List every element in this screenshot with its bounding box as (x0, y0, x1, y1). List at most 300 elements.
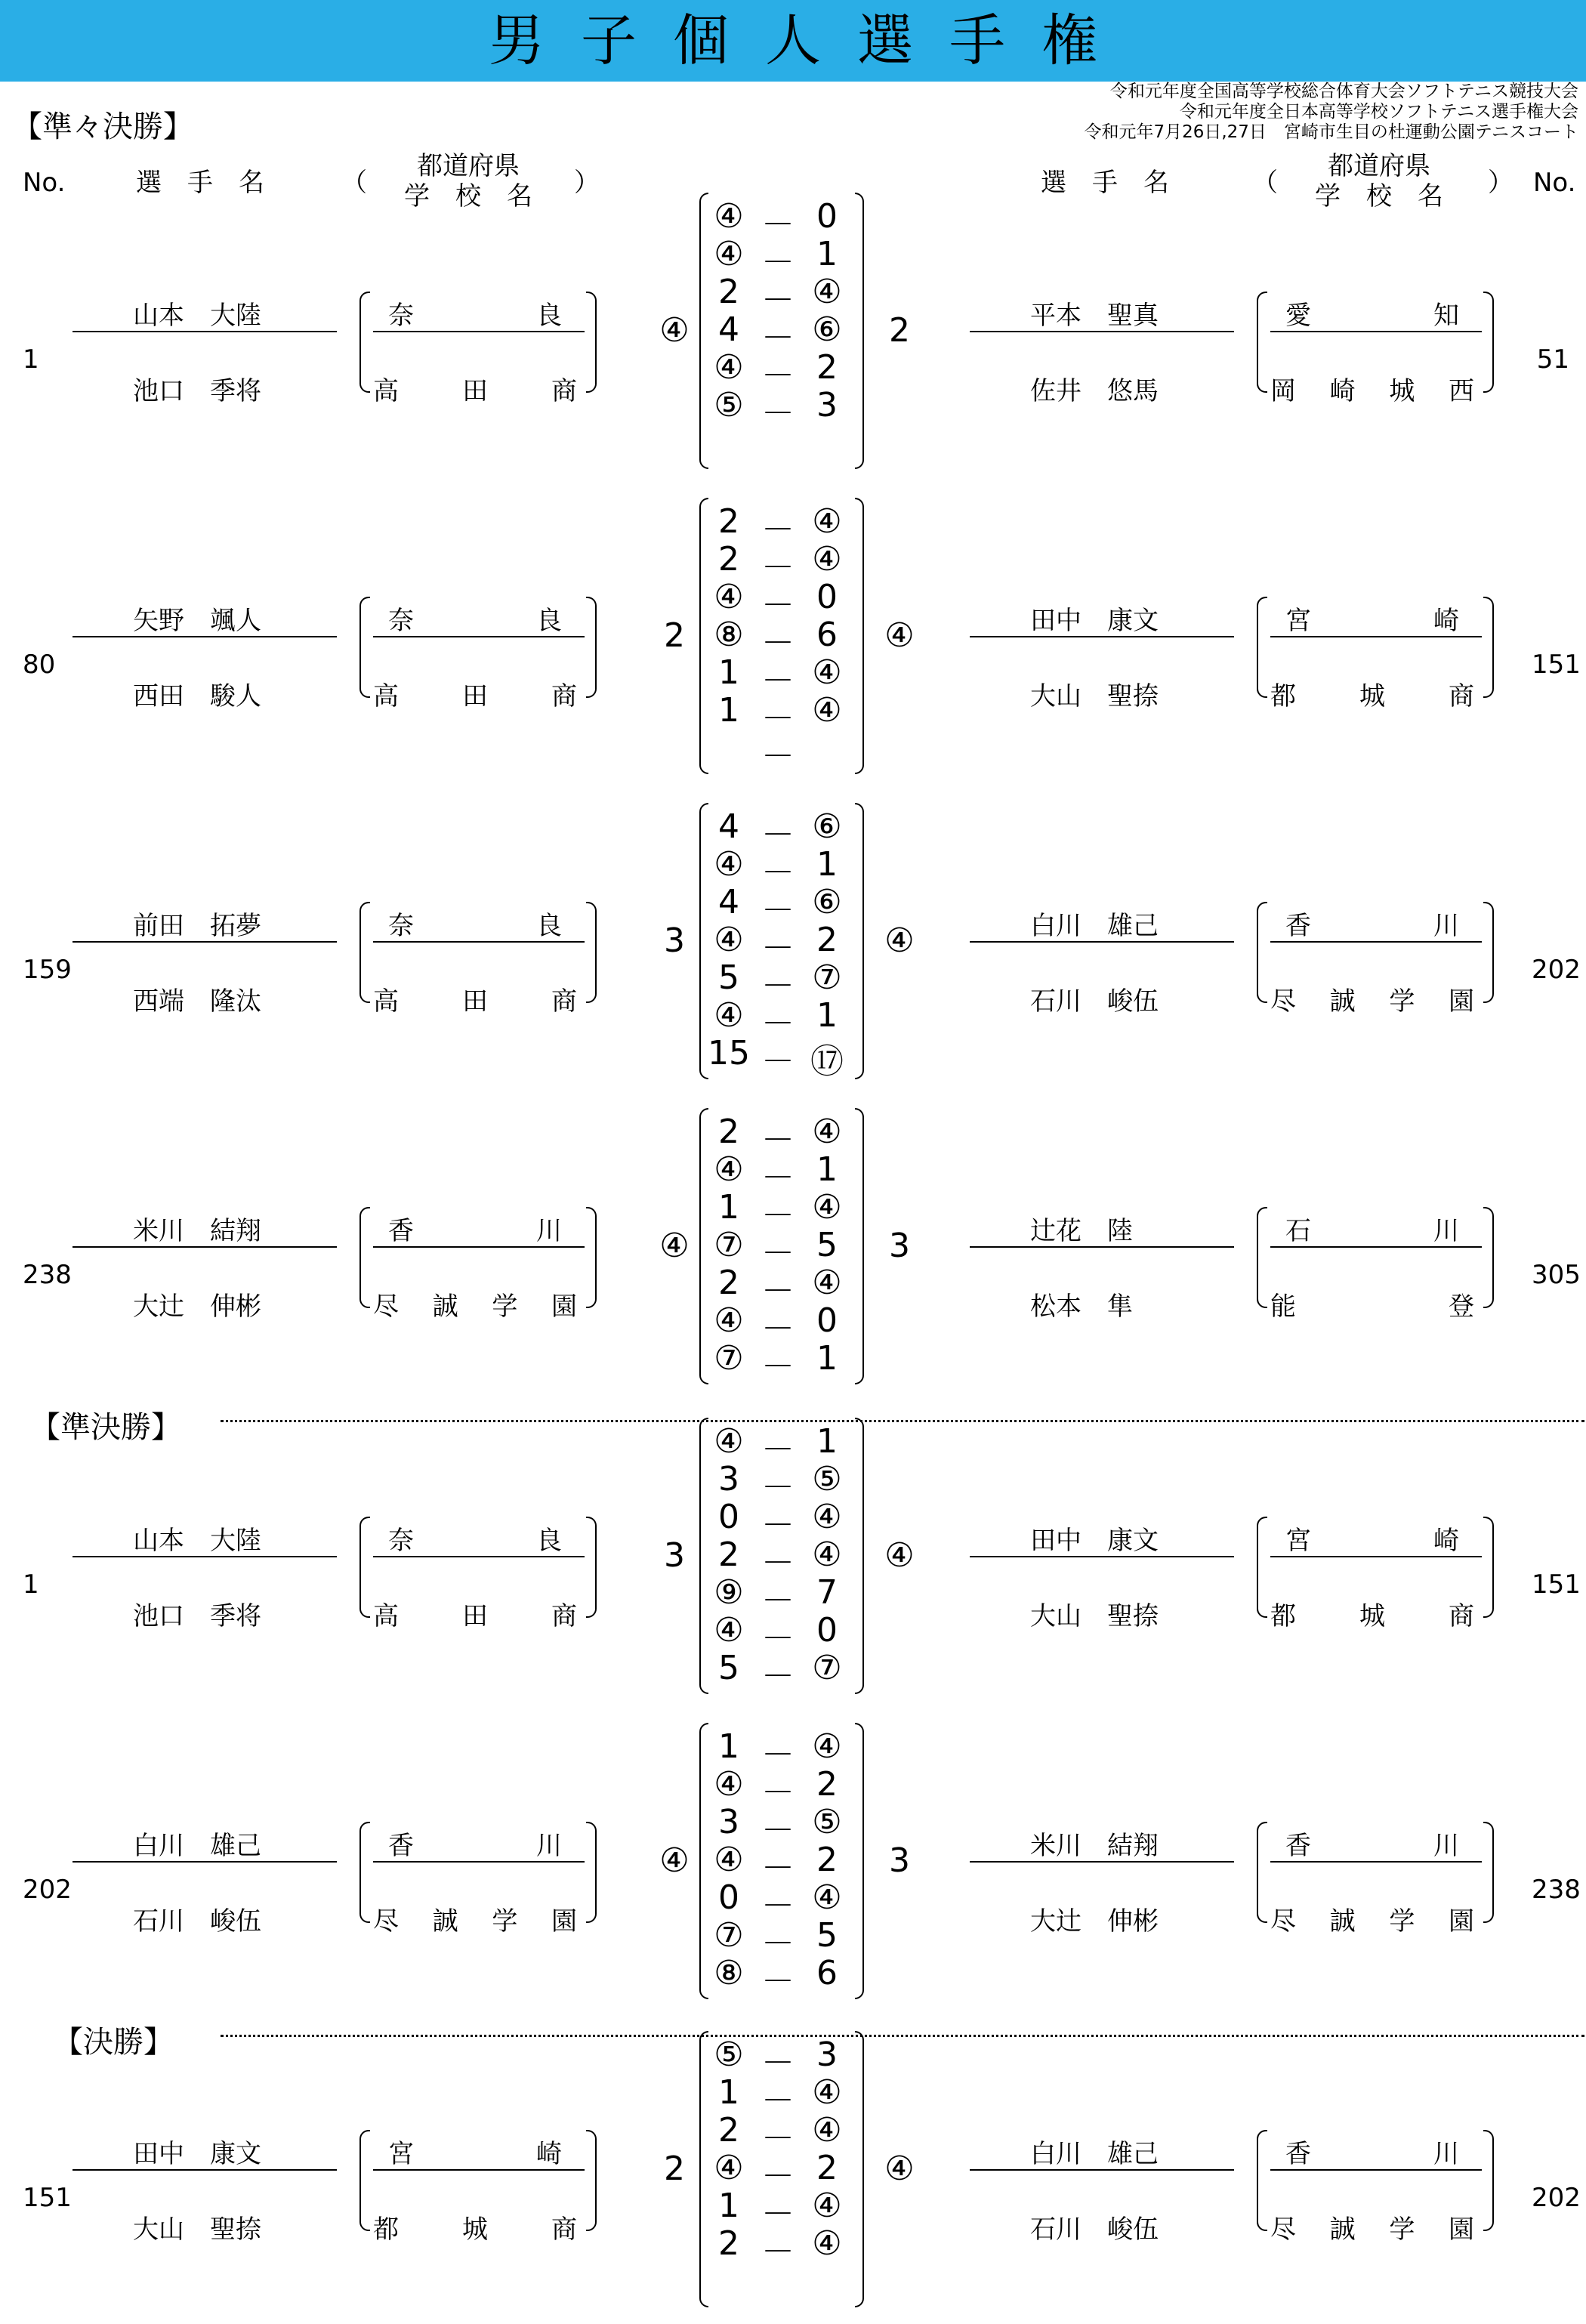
name-divider (970, 636, 1234, 637)
name-divider (73, 941, 337, 943)
school-name (373, 1595, 577, 1632)
school-name (373, 2208, 577, 2245)
game-dash: － (761, 1005, 795, 1043)
game-right-score: ④ (812, 1188, 842, 1227)
school-name (1270, 1900, 1474, 1937)
player-name: 田中 康文 (133, 2139, 261, 2169)
game-row (702, 653, 853, 700)
pref-divider (373, 1861, 585, 1863)
player-name: 西端 隆汰 (133, 986, 261, 1017)
game-left-score: ④ (714, 996, 744, 1035)
game-dash: － (761, 319, 795, 357)
game-row (702, 2073, 853, 2120)
prefecture (1278, 1825, 1467, 1862)
prefecture-char: 奈 (388, 911, 414, 941)
game-right-score: 0 (816, 1301, 838, 1340)
game-row (702, 2224, 853, 2271)
game-row (702, 1034, 853, 1081)
pref-divider (373, 636, 585, 637)
game-row (702, 1765, 853, 1812)
game-row (702, 729, 853, 776)
game-right-score: ⑥ (812, 310, 842, 349)
game-dash: － (761, 1849, 795, 1887)
entry-number: 202 (1532, 955, 1581, 985)
right-total: 3 (889, 1227, 910, 1265)
school-char: 田 (462, 376, 488, 406)
bracket-right (1483, 902, 1494, 1003)
player-name: 白川 雄己 (1030, 2139, 1159, 2169)
game-left-score: 2 (718, 540, 739, 579)
prefecture (1278, 905, 1467, 942)
name-divider (73, 1246, 337, 1248)
game-right-score: 3 (816, 386, 838, 424)
player-name: 大山 聖捺 (1030, 1601, 1159, 1631)
school-char: 高 (373, 1601, 399, 1631)
game-right-score: ④ (812, 2111, 842, 2150)
bracket-right (1483, 1517, 1494, 1618)
game-left-score: 1 (718, 1188, 739, 1227)
event-info (1084, 82, 1578, 143)
school-char: 誠 (1329, 986, 1356, 1017)
game-row (702, 348, 853, 395)
game-row (702, 1188, 853, 1235)
game-row (702, 1954, 853, 2001)
player-name: 山本 大陸 (133, 1526, 261, 1556)
game-row (702, 1422, 853, 1469)
right-total: ④ (884, 1536, 915, 1575)
game-left-score: 0 (718, 1498, 739, 1536)
game-right-score: 2 (816, 921, 838, 959)
game-row (702, 1264, 853, 1310)
right-total: ④ (884, 2150, 915, 2188)
col-school-left: 学 校 名 (404, 181, 532, 211)
game-left-score: 1 (718, 1727, 739, 1766)
player-name: 松本 隼 (1030, 1292, 1133, 1322)
game-row (702, 883, 853, 930)
game-dash: － (761, 243, 795, 282)
game-row (702, 1573, 853, 1620)
game-right-score: 7 (816, 1573, 838, 1612)
left-total: 2 (664, 2150, 685, 2188)
game-left-score: ④ (714, 348, 744, 387)
game-row (702, 1878, 853, 1925)
school-char: 園 (551, 1906, 577, 1937)
player-name: 佐井 悠馬 (1030, 376, 1159, 406)
prefecture-char: 知 (1433, 301, 1459, 331)
game-right-score: ④ (812, 1113, 842, 1151)
name-divider (970, 1861, 1234, 1863)
entry-number: 159 (23, 955, 72, 985)
prefecture-char: 石 (1285, 1216, 1311, 1246)
game-row (702, 2111, 853, 2158)
game-left-score: 2 (718, 2111, 739, 2150)
school-name (1270, 1595, 1474, 1632)
prefecture-char: 愛 (1285, 301, 1311, 331)
school-char: 商 (551, 2214, 577, 2245)
game-dash: － (761, 2119, 795, 2158)
game-left-score: 2 (718, 1113, 739, 1151)
game-row (702, 310, 853, 357)
bracket-right (586, 597, 597, 698)
col-no-left: No. (23, 168, 66, 198)
game-right-score: ⑤ (812, 1803, 842, 1841)
prefecture-char: 良 (536, 606, 562, 636)
prefecture (1278, 1520, 1467, 1557)
game-right-score: 3 (816, 2035, 838, 2074)
school-char: 能 (1270, 1292, 1296, 1322)
bracket-right (586, 902, 597, 1003)
school-char: 尽 (1270, 1906, 1296, 1937)
game-left-score: ④ (714, 197, 744, 236)
game-left-score: ④ (714, 1150, 744, 1189)
entry-number: 1 (23, 344, 39, 375)
game-dash: － (761, 1234, 795, 1273)
col-pref-left: 都道府県 (417, 151, 520, 181)
entry-number: 151 (1532, 1569, 1581, 1600)
bracket-right (1483, 1822, 1494, 1923)
game-left-score: 1 (718, 653, 739, 692)
school-char: 園 (1448, 2214, 1474, 2245)
event-line: 令和元年度全国高等学校総合体育大会ソフトテニス競技大会 (1109, 82, 1578, 101)
game-dash: － (761, 1773, 795, 1812)
player-name: 大辻 伸彬 (1030, 1906, 1159, 1937)
game-dash: － (761, 967, 795, 1005)
col-pref-right: 都道府県 (1328, 151, 1430, 181)
game-dash: － (761, 1962, 795, 2001)
game-row (702, 807, 853, 854)
game-row (702, 578, 853, 625)
game-dash: － (761, 662, 795, 700)
game-dash: － (761, 1736, 795, 1774)
game-left-score: 4 (718, 807, 739, 846)
game-right-score: ④ (812, 502, 842, 541)
player-name: 田中 康文 (1030, 606, 1159, 636)
pref-divider (1270, 636, 1482, 637)
game-left-score: ⑤ (714, 2035, 744, 2074)
game-right-score: 5 (816, 1226, 838, 1264)
game-dash: － (761, 1310, 795, 1348)
game-dash: － (761, 394, 795, 433)
section-divider (221, 1420, 1584, 1422)
section-divider (221, 2035, 1584, 2037)
entry-number: 238 (1532, 1875, 1581, 1905)
col-paren-open-left: （ (341, 168, 367, 198)
game-left-score: ④ (714, 1301, 744, 1340)
player-name: 大山 聖捺 (1030, 681, 1159, 711)
bracket-left (1257, 902, 1267, 1003)
game-left-score: ④ (714, 2149, 744, 2187)
game-left-score: ⑧ (714, 616, 744, 654)
right-total: ④ (884, 921, 915, 960)
game-left-score: ⑧ (714, 1954, 744, 1992)
prefecture-char: 崎 (536, 2139, 562, 2169)
prefecture-char: 宮 (388, 2139, 414, 2169)
game-dash: － (761, 356, 795, 395)
prefecture-char: 宮 (1285, 606, 1311, 636)
player-name: 田中 康文 (1030, 1526, 1159, 1556)
game-right-score: 6 (816, 1954, 838, 1992)
entry-number: 238 (23, 1260, 72, 1290)
game-dash: － (761, 205, 795, 244)
school-char: 学 (492, 1906, 518, 1937)
prefecture-char: 奈 (388, 1526, 414, 1556)
school-name (373, 675, 577, 712)
school-char: 城 (1389, 376, 1415, 406)
game-left-score: ④ (714, 235, 744, 273)
game-right-score: ⑰ (810, 1042, 844, 1081)
left-total: ④ (659, 1227, 690, 1265)
section-label: 【準々決勝】 (12, 110, 193, 144)
game-dash: － (761, 1924, 795, 1963)
entry-number: 51 (1536, 344, 1569, 375)
prefecture-char: 良 (536, 1526, 562, 1556)
player-name: 大山 聖捺 (133, 2214, 261, 2245)
pref-divider (373, 1246, 585, 1248)
player-name: 石川 峻伍 (1030, 2214, 1159, 2245)
game-right-score: ⑥ (812, 883, 842, 921)
game-left-score: 2 (718, 502, 739, 541)
game-dash: － (761, 1121, 795, 1159)
school-char: 園 (1448, 986, 1474, 1017)
score-bracket-right (855, 498, 864, 774)
player-name: 米川 結翔 (133, 1216, 261, 1246)
game-row (702, 386, 853, 433)
game-dash: － (761, 2233, 795, 2271)
bracket-left (1257, 1207, 1267, 1308)
game-row (702, 845, 853, 892)
game-right-score: ⑦ (812, 958, 842, 997)
game-dash: － (761, 1042, 795, 1081)
bracket-left (1257, 1822, 1267, 1923)
name-divider (970, 331, 1234, 332)
score-bracket-right (855, 193, 864, 469)
school-char: 商 (551, 986, 577, 1017)
right-total: ④ (884, 616, 915, 655)
player-name: 平本 聖真 (1030, 301, 1159, 331)
pref-divider (1270, 2169, 1482, 2171)
bracket-right (1483, 2130, 1494, 2231)
name-divider (970, 2169, 1234, 2171)
pref-divider (373, 1556, 585, 1557)
school-char: 都 (373, 2214, 399, 2245)
game-right-score: ④ (812, 2073, 842, 2112)
entry-number: 202 (23, 1875, 72, 1905)
prefecture-char: 川 (1433, 1216, 1459, 1246)
school-name (373, 980, 577, 1017)
prefecture-char: 川 (1433, 1831, 1459, 1861)
game-right-score: ⑦ (812, 1649, 842, 1687)
col-player-left: 選 手 名 (136, 168, 264, 198)
bracket-left (359, 1517, 370, 1618)
school-name (1270, 1285, 1474, 1322)
game-right-score: ④ (812, 1727, 842, 1766)
game-row (702, 1535, 853, 1582)
game-right-score: 5 (816, 1916, 838, 1955)
prefecture-char: 良 (536, 301, 562, 331)
prefecture-char: 川 (536, 1216, 562, 1246)
game-right-score: 0 (816, 197, 838, 236)
prefecture-char: 香 (388, 1216, 414, 1246)
game-dash: － (761, 1582, 795, 1620)
game-row (702, 1301, 853, 1348)
prefecture (381, 295, 569, 332)
game-right-score: ④ (812, 1535, 842, 1574)
game-dash: － (761, 1657, 795, 1696)
game-row (702, 273, 853, 319)
bracket-left (359, 292, 370, 393)
page-title: 男子個人選手権 (489, 8, 1134, 73)
school-name (373, 1285, 577, 1322)
player-name: 山本 大陸 (133, 301, 261, 331)
prefecture-char: 香 (1285, 2139, 1311, 2169)
game-left-score: 2 (718, 1264, 739, 1302)
school-char: 高 (373, 986, 399, 1017)
game-left-score: 3 (718, 1460, 739, 1498)
game-row (702, 1226, 853, 1273)
game-row (702, 1339, 853, 1386)
game-row (702, 502, 853, 549)
school-char: 尽 (373, 1292, 399, 1322)
game-dash: － (761, 1431, 795, 1469)
game-left-score: ⑦ (714, 1339, 744, 1378)
game-right-score: ④ (812, 1498, 842, 1536)
game-left-score: ④ (714, 1765, 744, 1804)
player-name: 矢野 颯人 (133, 606, 261, 636)
game-right-score: ④ (812, 273, 842, 311)
school-char: 尽 (1270, 986, 1296, 1017)
game-row (702, 1150, 853, 1197)
game-row (702, 1803, 853, 1850)
game-row (702, 691, 853, 738)
prefecture (381, 600, 569, 637)
game-left-score: 4 (718, 310, 739, 349)
pref-divider (1270, 941, 1482, 943)
game-dash: － (761, 1272, 795, 1310)
game-right-score: 1 (816, 1150, 838, 1189)
col-paren-close-left: ） (574, 168, 600, 198)
name-divider (73, 331, 337, 332)
game-dash: － (761, 2195, 795, 2233)
game-row (702, 197, 853, 244)
game-row (702, 1113, 853, 1159)
school-char: 学 (1389, 2214, 1415, 2245)
game-row (702, 958, 853, 1005)
school-char: 商 (551, 376, 577, 406)
prefecture-char: 崎 (1433, 1526, 1459, 1556)
game-row (702, 1611, 853, 1658)
game-right-score: 1 (816, 1422, 838, 1461)
school-char: 誠 (1329, 1906, 1356, 1937)
player-name: 前田 拓夢 (133, 911, 261, 941)
game-dash: － (761, 891, 795, 930)
player-name: 石川 峻伍 (1030, 986, 1159, 1017)
game-dash: － (761, 624, 795, 662)
game-dash: － (761, 2044, 795, 2082)
game-right-score: ④ (812, 540, 842, 579)
game-row (702, 1498, 853, 1545)
pref-divider (1270, 1246, 1482, 1248)
entry-number: 1 (23, 1569, 39, 1600)
col-player-right: 選 手 名 (1041, 168, 1169, 198)
prefecture-char: 良 (536, 911, 562, 941)
school-char: 都 (1270, 1601, 1296, 1631)
left-total: 3 (664, 1536, 685, 1575)
bracket-right (586, 292, 597, 393)
school-char: 西 (1448, 376, 1474, 406)
game-dash: － (761, 1468, 795, 1507)
game-right-score: ④ (812, 2224, 842, 2263)
left-total: 3 (664, 921, 685, 960)
prefecture-char: 川 (1433, 2139, 1459, 2169)
game-dash: － (761, 1196, 795, 1235)
game-left-score: ④ (714, 1841, 744, 1879)
bracket-right (1483, 1207, 1494, 1308)
left-total: 2 (664, 616, 685, 655)
game-right-score: 1 (816, 996, 838, 1035)
score-bracket-right (855, 1418, 864, 1694)
game-left-score: ④ (714, 845, 744, 884)
game-left-score: ⑨ (714, 1573, 744, 1612)
player-name: 池口 季将 (133, 1601, 261, 1631)
game-left-score: ⑦ (714, 1226, 744, 1264)
prefecture-char: 崎 (1433, 606, 1459, 636)
school-char: 園 (551, 1292, 577, 1322)
pref-divider (1270, 1556, 1482, 1557)
player-name: 白川 雄己 (133, 1831, 261, 1861)
game-row (702, 616, 853, 662)
pref-divider (373, 941, 585, 943)
game-dash: － (761, 281, 795, 319)
prefecture-char: 香 (388, 1831, 414, 1861)
game-row (702, 2187, 853, 2233)
score-bracket-right (855, 1108, 864, 1384)
bracket-left (359, 2130, 370, 2231)
bracket-right (1483, 292, 1494, 393)
game-dash: － (761, 548, 795, 587)
game-row (702, 2035, 853, 2082)
game-right-score: 1 (816, 235, 838, 273)
game-left-score: 1 (718, 691, 739, 730)
game-right-score: 0 (816, 1611, 838, 1650)
entry-number: 151 (1532, 650, 1581, 680)
game-left-score: 15 (708, 1034, 750, 1072)
school-char: 尽 (373, 1906, 399, 1937)
school-name (1270, 980, 1474, 1017)
game-row (702, 1841, 853, 1887)
school-name (1270, 370, 1474, 407)
game-left-score: 1 (718, 2187, 739, 2225)
score-bracket-right (855, 1723, 864, 1999)
col-no-right: No. (1533, 168, 1576, 198)
game-row (702, 996, 853, 1043)
prefecture-char: 香 (1285, 1831, 1311, 1861)
game-left-score: ④ (714, 578, 744, 616)
score-bracket-right (855, 803, 864, 1079)
player-name: 白川 雄己 (1030, 911, 1159, 941)
school-name (1270, 2208, 1474, 2245)
school-char: 城 (462, 2214, 488, 2245)
game-left-score: ⑦ (714, 1916, 744, 1955)
bracket-right (1483, 597, 1494, 698)
col-school-right: 学 校 名 (1315, 181, 1443, 211)
school-char: 誠 (432, 1292, 458, 1322)
game-dash: － (761, 929, 795, 968)
school-name (373, 1900, 577, 1937)
game-right-score: ④ (812, 691, 842, 730)
school-char: 田 (462, 986, 488, 1017)
game-dash: － (761, 2082, 795, 2120)
name-divider (73, 636, 337, 637)
